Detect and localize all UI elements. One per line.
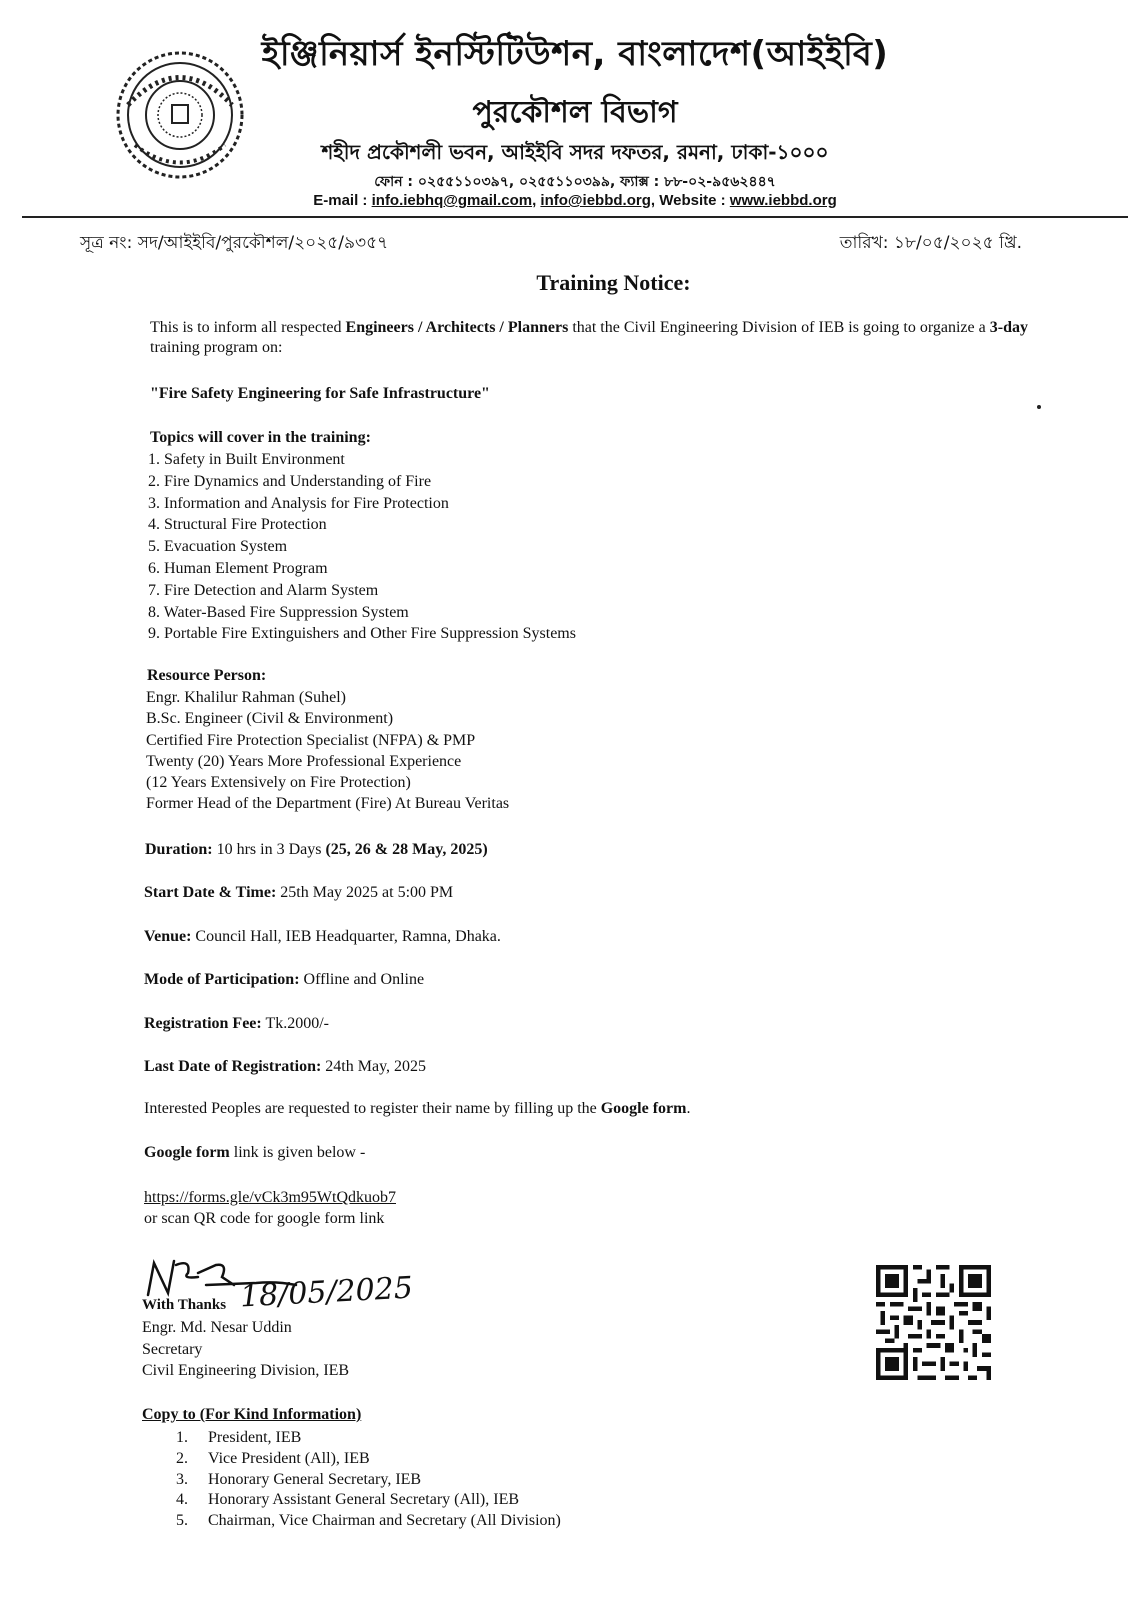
resource-line: Twenty (20) Years More Professional Experience [146, 752, 462, 770]
contact-line: E-mail : info.iebhq@gmail.com, info@iebbd.org, Website : www.iebbd.org [313, 192, 837, 209]
signature-date: 18/05/2025 [239, 1270, 414, 1315]
program-title: "Fire Safety Engineering for Safe Infrastructure" [150, 385, 490, 402]
duration-line: Duration: 10 hrs in 3 Days (25, 26 & 28 May, 2025) [145, 841, 488, 858]
registration-fee-line: Registration Fee: Tk.2000/- [144, 1015, 329, 1032]
venue-line: Venue: Council Hall, IEB Headquarter, Ramna, Dhaka. [144, 928, 501, 945]
signatory-name: Engr. Md. Nesar Uddin [142, 1319, 292, 1336]
list-item: 7. Fire Detection and Alarm System [148, 581, 379, 599]
form-link-note: Google form link is given below - [144, 1144, 366, 1161]
list-item: 4. Structural Fire Protection [148, 516, 327, 534]
topics-list [148, 449, 576, 645]
email-link-1[interactable]: info.iebhq@gmail.com [371, 192, 533, 209]
start-date-line: Start Date & Time: 25th May 2025 at 5:00 PM [144, 884, 454, 901]
resource-line: (12 Years Extensively on Fire Protection) [146, 774, 411, 792]
email-link-2[interactable]: info@iebbd.org [540, 192, 651, 209]
resource-line: Former Head of the Department (Fire) At Bureau Veritas [146, 795, 510, 813]
qr-code-icon[interactable] [876, 1265, 991, 1380]
division-name: পুরকৌশল বিভাগ [472, 95, 678, 130]
copy-to-heading: Copy to (For Kind Information) [142, 1406, 362, 1423]
email-label: E-mail : [313, 192, 368, 209]
list-item: 9. Portable Fire Extinguishers and Other Fire Suppression Systems [148, 625, 576, 643]
resource-person-details [146, 687, 509, 815]
qr-note: or scan QR code for google form link [144, 1210, 385, 1227]
list-item: 1. President, IEB [176, 1429, 302, 1446]
intro-paragraph: This is to inform all respected Engineers / Architects / Planners that the Civil Engineering Division of IEB is going to organize a 3-day training program on: [150, 319, 1028, 356]
header-divider [22, 216, 1128, 218]
resource-line: Engr. Khalilur Rahman (Suhel) [146, 689, 346, 706]
with-thanks: With Thanks [142, 1297, 227, 1313]
signatory-division: Civil Engineering Division, IEB [142, 1362, 350, 1379]
website-label: Website : [659, 192, 726, 209]
topics-heading: Topics will cover in the training: [150, 429, 371, 446]
list-item: 3. Information and Analysis for Fire Protection [148, 494, 449, 512]
list-item: 1. Safety in Built Environment [148, 451, 345, 468]
phone-fax-line: ফোন : ০২৫৫১১০৩৯৭, ০২৫৫১১০৩৯৯, ফ্যাক্স : ৮৮-০২-৯৫৬২৪৪৭ [374, 174, 776, 190]
organization-name: ইঞ্জিনিয়ার্স ইনস্টিটিউশন, বাংলাদেশ(আইইবি) [261, 34, 889, 74]
registration-instruction: Interested Peoples are requested to register their name by filling up the Google form. [144, 1100, 691, 1117]
participation-mode-line: Mode of Participation: Offline and Online [144, 971, 425, 988]
website-link[interactable]: www.iebbd.org [729, 192, 837, 209]
copy-to-list [152, 1428, 561, 1532]
office-address: শহীদ প্রকৌশলী ভবন, আইইবি সদর দফতর, রমনা, ঢাকা-১০০০ [321, 140, 829, 164]
list-item: 4. Honorary Assistant General Secretary (All), IEB [176, 1491, 520, 1509]
speck-mark [1037, 405, 1041, 409]
page-title: Training Notice: [536, 270, 691, 295]
ieb-seal-icon [110, 45, 250, 185]
list-item: 6. Human Element Program [148, 559, 328, 577]
resource-line: Certified Fire Protection Specialist (NFPA) & PMP [146, 731, 476, 749]
notice-date: তারিখ: ১৮/০৫/২০২৫ খ্রি. [839, 233, 1022, 253]
list-item: 5. Chairman, Vice Chairman and Secretary (All Division) [176, 1512, 561, 1530]
resource-heading: Resource Person: [147, 667, 267, 684]
list-item: 2. Vice President (All), IEB [176, 1449, 370, 1467]
last-date-line: Last Date of Registration: 24th May, 2025 [144, 1058, 427, 1075]
list-item: 3. Honorary General Secretary, IEB [176, 1470, 422, 1488]
resource-line: B.Sc. Engineer (Civil & Environment) [146, 710, 394, 728]
list-item: 2. Fire Dynamics and Understanding of Fire [148, 472, 432, 490]
list-item: 5. Evacuation System [148, 538, 288, 556]
signatory-designation: Secretary [142, 1341, 203, 1358]
google-form-link[interactable]: https://forms.gle/vCk3m95WtQdkuob7 [144, 1189, 396, 1206]
list-item: 8. Water-Based Fire Suppression System [148, 603, 409, 621]
reference-number: সূত্র নং: সদ/আইইবি/পুরকৌশল/২০২৫/৯৩৫৭ [80, 233, 389, 253]
